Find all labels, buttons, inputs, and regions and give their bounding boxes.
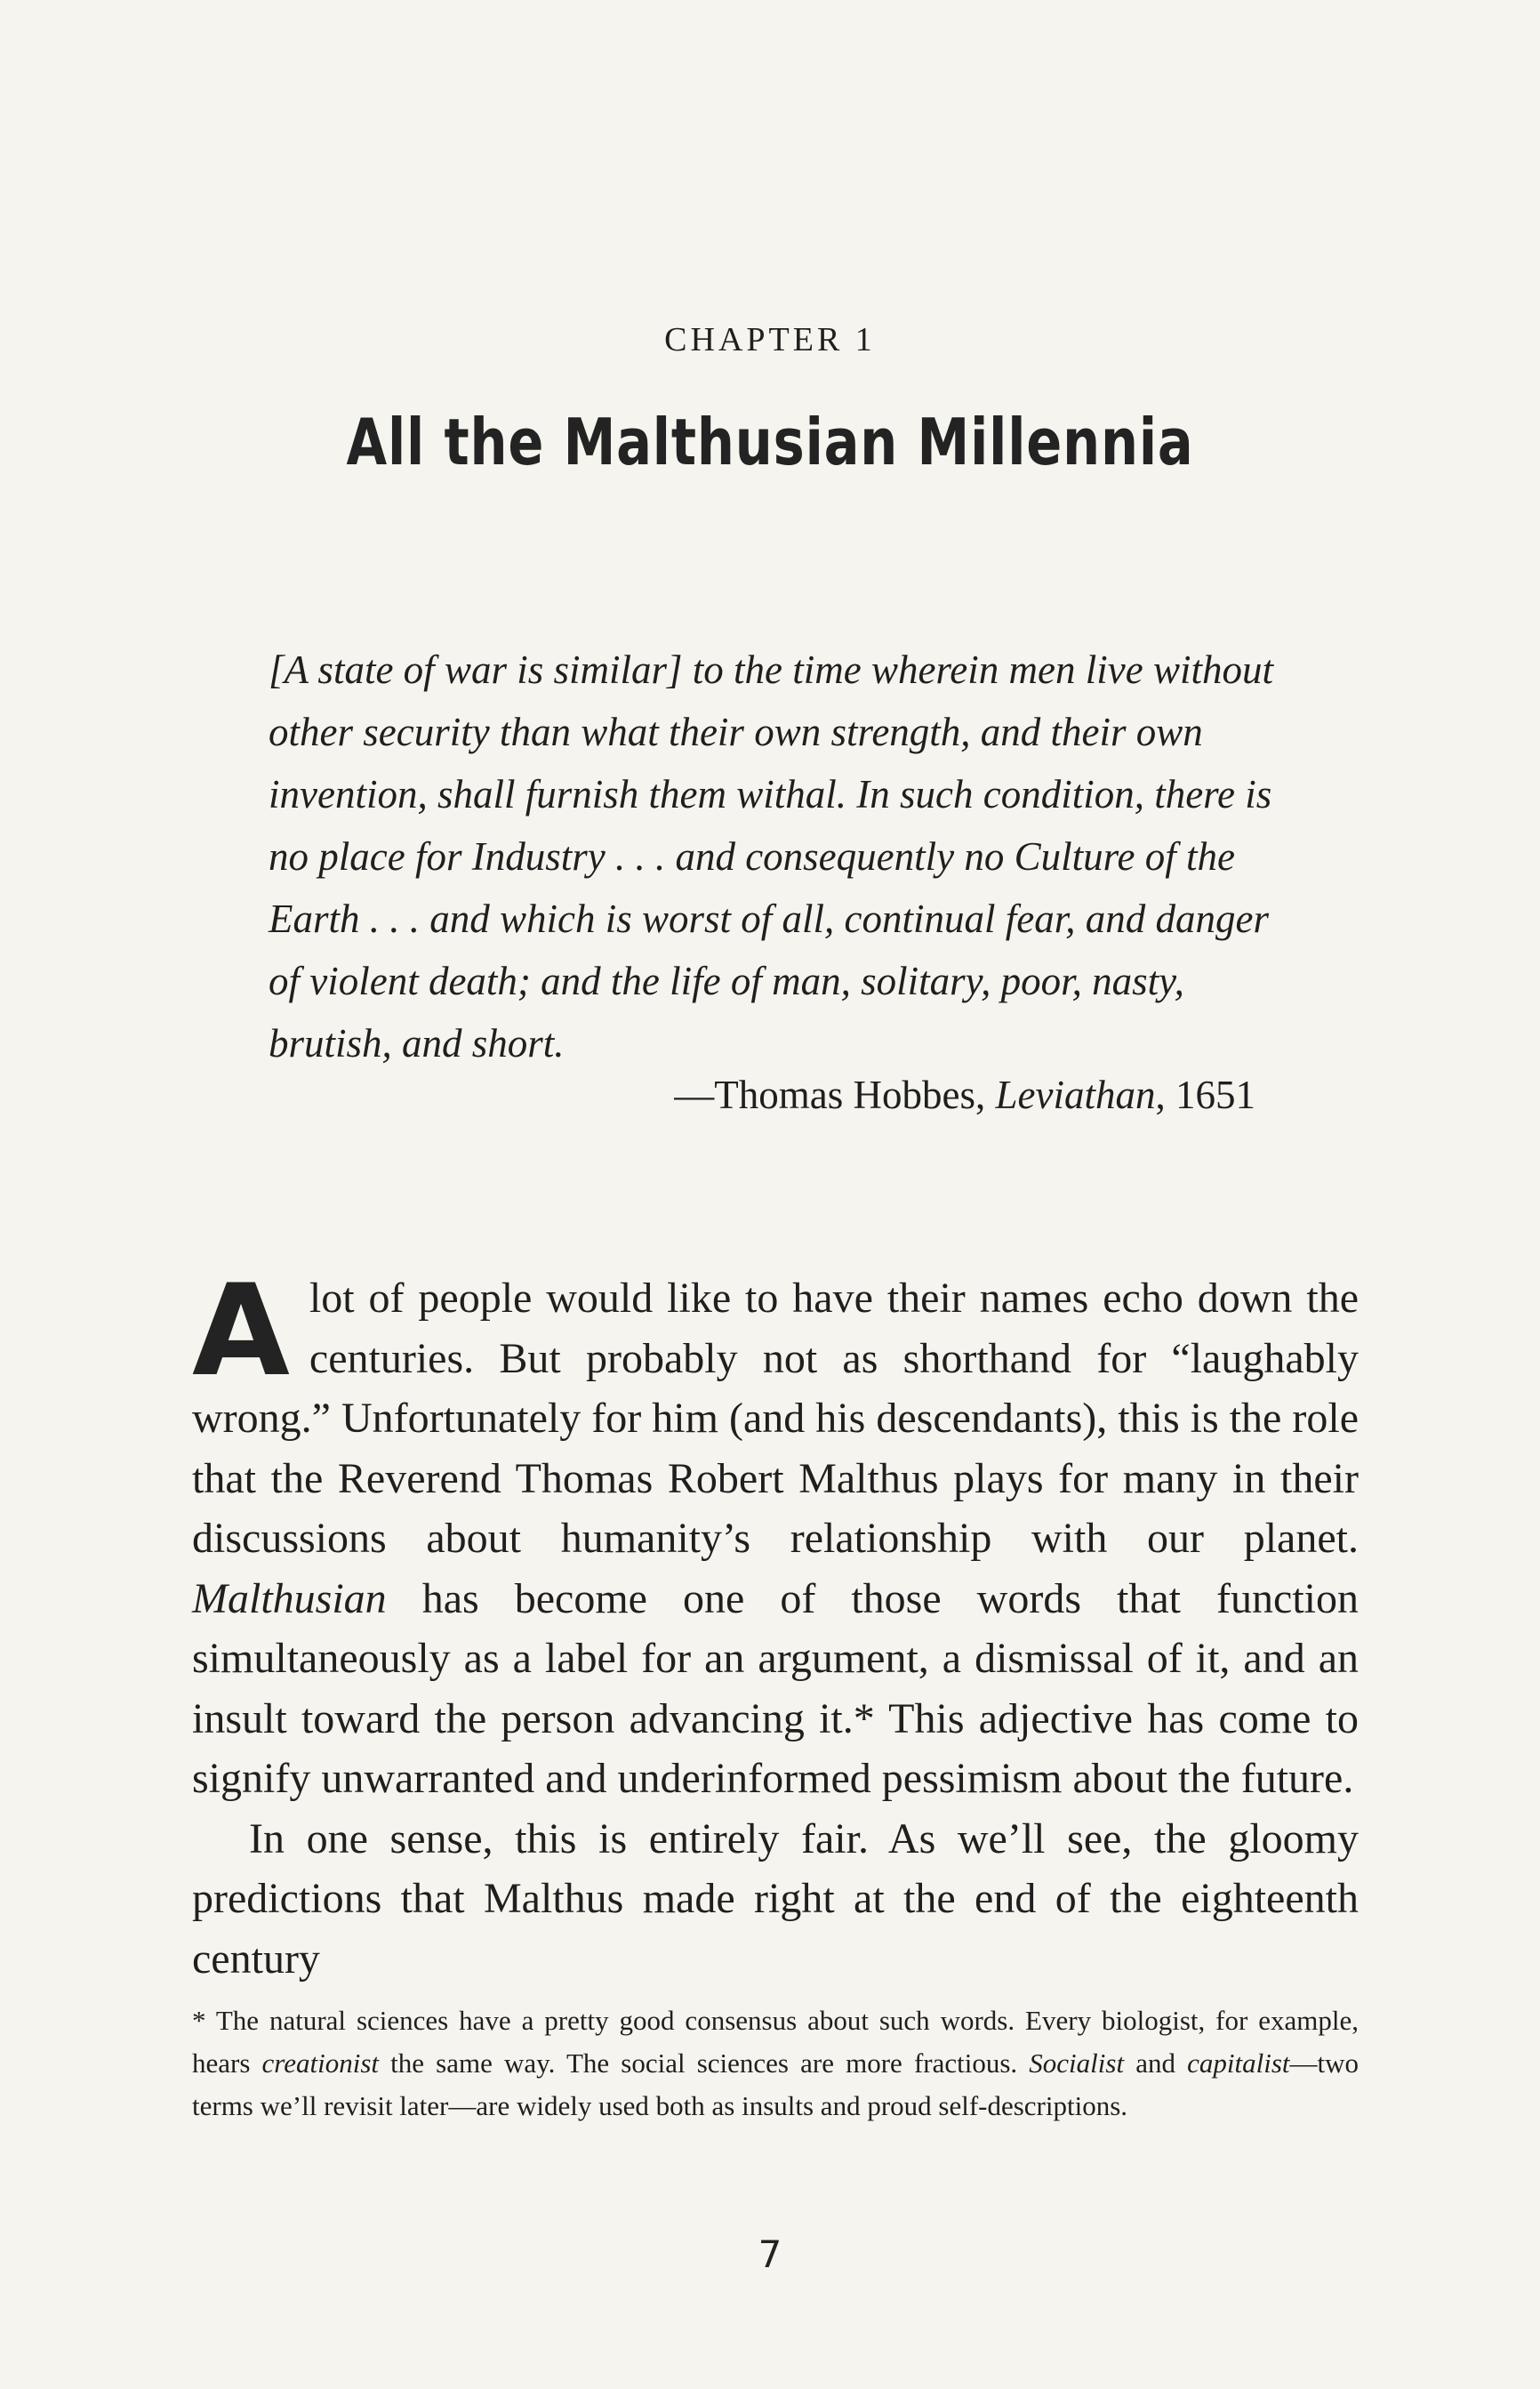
- attribution-work: Leviathan: [995, 1073, 1156, 1117]
- body-paragraph-1-term: Malthusian: [192, 1574, 387, 1622]
- body-paragraph-1-start: lot of people would like to have their names echo down the centuries. But probably not as shorthand for “laughably wrong.” Unfortunately for him (and his descendants), this is the role that the Reverend Thomas Robert Malthus plays for many in their discussions about humanity’s relationship with our planet.: [192, 1275, 1359, 1562]
- chapter-title: All the Malthusian Millennia: [346, 405, 1194, 479]
- attribution-author: —Thomas Hobbes,: [674, 1073, 996, 1117]
- footnote: [192, 1999, 1359, 2128]
- page-number: 7: [758, 2232, 782, 2276]
- chapter-label: CHAPTER 1: [664, 321, 876, 358]
- body-paragraph-1-end: has become one of those words that function simultaneously as a label for an argument, a dismissal of it, and an insult toward the person advancing it.* This adjective has come to signify unwarranted and underinformed pessimism about the future.: [192, 1574, 1359, 1802]
- epigraph-attribution: [269, 1072, 1255, 1118]
- body-paragraph-1: [192, 1258, 1359, 1809]
- footnote-text-4: —two terms we’ll revisit later—are widely used both as insults and proud self-descriptions.: [192, 2047, 1360, 2121]
- footnote-term-socialist: Socialist: [1029, 2047, 1125, 2079]
- footnote-term-capitalist: capitalist: [1187, 2047, 1290, 2079]
- body-text: [192, 1258, 1359, 1989]
- footnote-term-creationist: creationist: [261, 2047, 379, 2079]
- body-paragraph-2: In one sense, this is entirely fair. As we’ll see, the gloomy predictions that Malthus made right at the end of the eighteenth century: [192, 1814, 1359, 1983]
- footnote-text-2: the same way. The social sciences are more fractious.: [379, 2047, 1030, 2079]
- attribution-year: , 1651: [1155, 1073, 1255, 1117]
- footnote-text-3: and: [1124, 2047, 1188, 2079]
- drop-cap: A: [192, 1258, 290, 1404]
- epigraph-quote: [A state of war is similar] to the time wherein men live without other security than what their own strength, and their own invention, shall furnish them withal. In such condition, there is no place for Industry . . . and consequently no Culture of the Earth . . . and which is worst of all, continual fear, and danger of violent death; and the life of man, solitary, poor, nasty, brutish, and short.: [269, 648, 1273, 1066]
- footnote-text-1: * The natural sciences have a pretty good consensus about such words. Every biologist, for example, hears: [192, 2005, 1359, 2079]
